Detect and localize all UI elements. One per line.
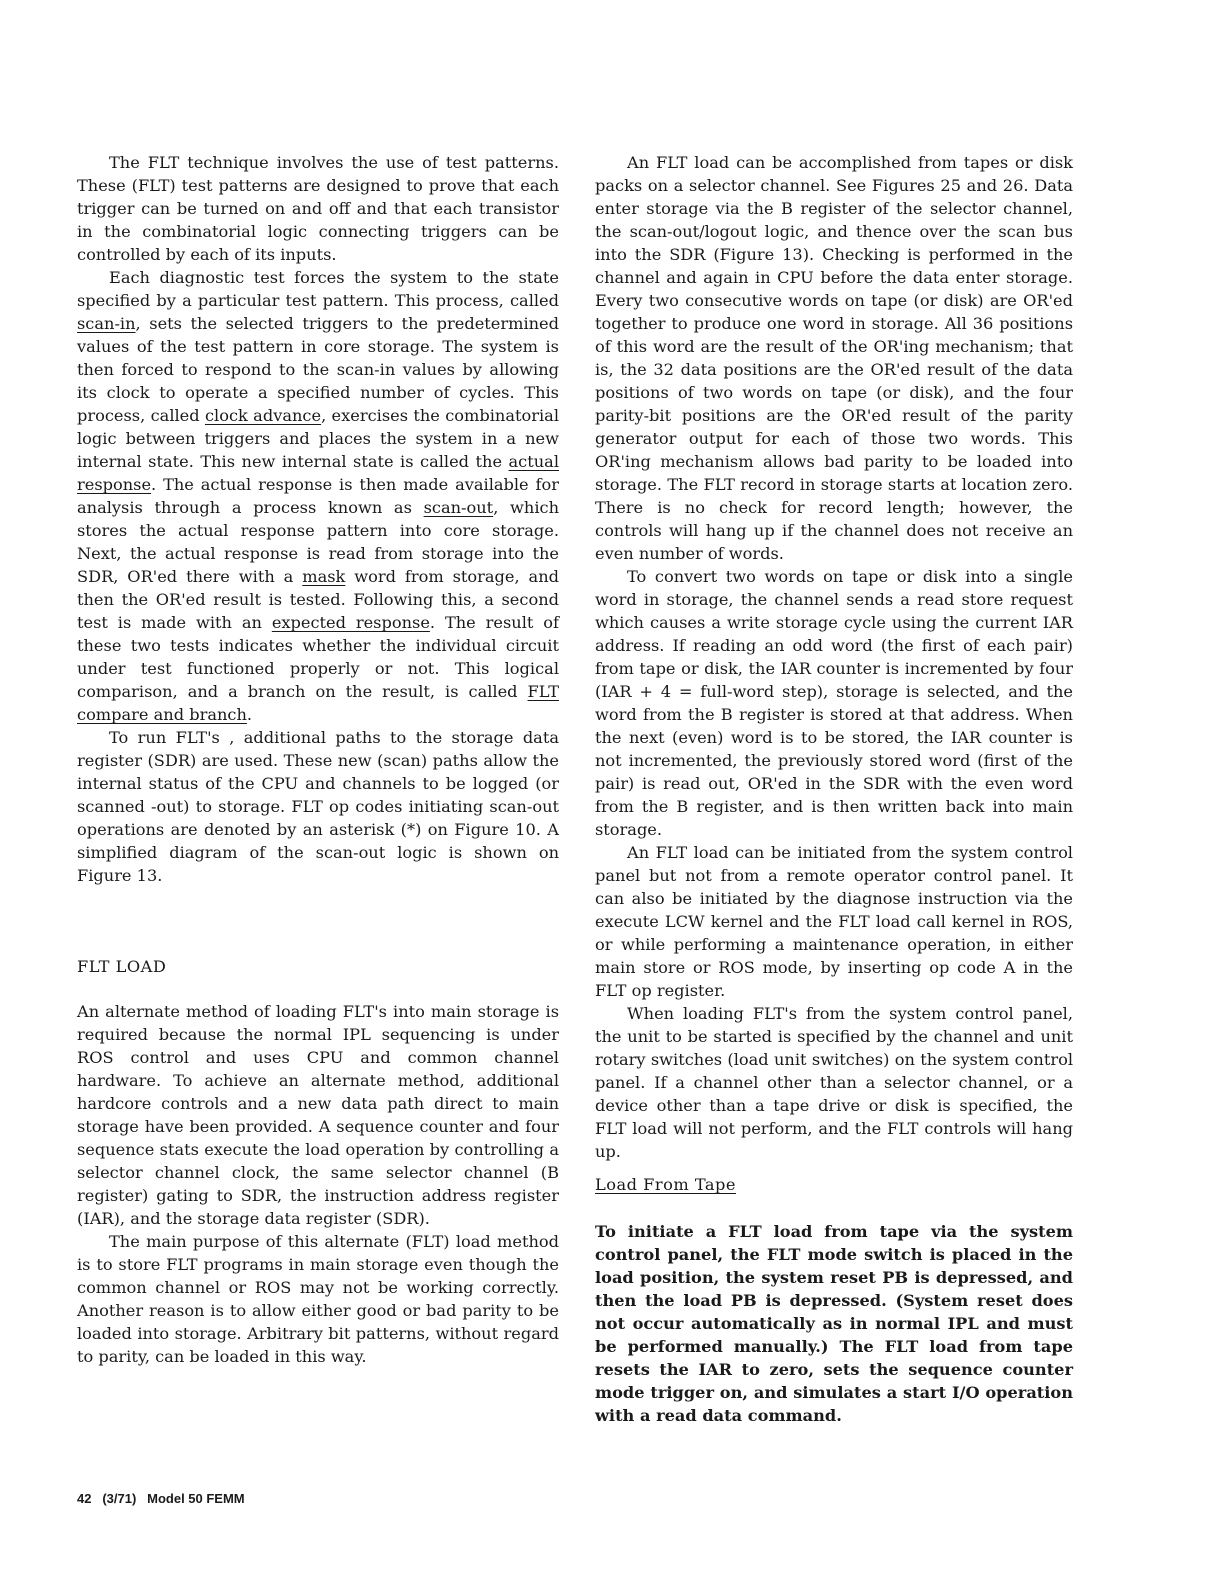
page-number: 42 bbox=[77, 1491, 92, 1506]
term-mask: mask bbox=[302, 567, 346, 586]
paragraph-flt-load-tapes: An FLT load can be accomplished from tapes or disk packs on a selector channel. See Figures 25 and 26. Data enter storage via the B register of the selector channel, the scan-out/logout logic, and thence over the scan bus into the SDR (Figure 13). Checking is performed in the channel and again in CPU before the data enter storage. Every two consecutive words on tape (or disk) are OR'ed together to produce one word in storage. All 36 positions of this word are the result of the OR'ing mechanism; that is, the 32 data positions are the OR'ed result of the data positions of two words on tape (or disk), and the four parity-bit positions are the OR'ed result of the parity generator output for each of those two words. This OR'ing mechanism allows bad parity to be loaded into storage. The FLT record in storage starts at location zero. There is no check for record length; however, the controls will hang up if the channel does not receive an even number of words. bbox=[595, 153, 1073, 563]
paragraph-alternate-method: An alternate method of loading FLT's into main storage is required because the normal IPL sequencing is under ROS control and uses CPU and common channel hardware. To achieve an alternate method, additional hardcore controls and a new data path direct to main storage have been provided. A sequence counter and four sequence stats execute the load operation by controlling a selector channel clock, the same selector channel (B register) gating to SDR, the instruction address register (IAR), and the storage data register (SDR). bbox=[77, 1002, 559, 1228]
term-clock-advance: clock advance bbox=[204, 406, 322, 425]
right-column bbox=[595, 151, 1073, 1427]
term-expected-response: expected response bbox=[271, 613, 430, 632]
paragraph-run-flts: To run FLT's , additional paths to the storage data register (SDR) are used. These new (scan) paths allow the internal status of the CPU and channels to be logged (or scanned -out) to storage. FLT op codes initiating scan-out operations are denoted by an asterisk (*) on Figure 10. A simplified diagram of the scan-out logic is shown on Figure 13. bbox=[77, 728, 559, 885]
paragraph-main-purpose: The main purpose of this alternate (FLT) load method is to store FLT programs in main storage even though the common channel or ROS may not be working correctly. Another reason is to allow either good or bad parity to be loaded into storage. Arbitrary bit patterns, without regard to parity, can be loaded in this way. bbox=[77, 1232, 559, 1366]
revision-date: (3/71) bbox=[102, 1491, 137, 1506]
left-column bbox=[77, 151, 559, 1368]
paragraph-diagnostic-test: Each diagnostic test forces the system to the state specified by a particular test pattern. This process, called scan-in, sets the selected triggers to the predetermined values of the test pattern in core storage. The system is then forced to respond to the scan-in values by allowing its clock to operate a specified number of cycles. This process, called clock advance, exercises the combinatorial logic between triggers and places the system in a new internal state. This new internal state is called the actual response. The actual response is then made available for analysis through a process known as scan-out, which stores the actual response pattern into core storage. Next, the actual response is read from storage into the SDR, OR'ed there with a mask word from storage, and then the OR'ed result is tested. Following this, a second test is made with an expected response. The result of these two tests indicates whether the individual circuit under test functioned properly or not. This logical comparison, and a branch on the result, is called FLT compare and branch. bbox=[77, 268, 560, 724]
paragraph-flt-technique: The FLT technique involves the use of test patterns. These (FLT) test patterns are designed to prove that each trigger can be turned on and off and that each transistor in the combinatorial logic connecting triggers can be controlled by each of its inputs. bbox=[77, 153, 559, 264]
term-scan-in: scan-in bbox=[77, 314, 136, 333]
paragraph-initiate-panel: An FLT load can be initiated from the system control panel but not from a remote operator control panel. It can also be initiated by the diagnose instruction via the execute LCW kernel and the FLT load call kernel in ROS, or while performing a maintenance operation, in either main store or ROS mode, by inserting op code A in the FLT op register. bbox=[595, 843, 1073, 1000]
paragraph-convert-words: To convert two words on tape or disk into a single word in storage, the channel sends a read store request which causes a write storage cycle using the current IAR address. If reading an odd word (the first of each pair) from tape or disk, the IAR counter is incremented by four (IAR + 4 = full-word step), storage is selected, and the word from the B register is stored at that address. When the next (even) word is to be stored, the IAR counter is not incremented, the previously stored word (first of the pair) is read out, OR'ed in the SDR with the even word from the B register, and is then written back into main storage. bbox=[595, 567, 1073, 839]
term-scan-out: scan-out bbox=[423, 498, 494, 517]
page-footer bbox=[77, 1491, 245, 1506]
paragraph-loading-from-panel: When loading FLT's from the system control panel, the unit to be started is specified by the channel and unit rotary switches (load unit switches) on the system control panel. If a channel other than a selector channel, or a device other than a tape drive or disk is specified, the FLT load will not perform, and the FLT controls will hang up. bbox=[595, 1004, 1073, 1161]
manual-title: Model 50 FEMM bbox=[147, 1491, 245, 1506]
section-heading-flt-load: FLT LOAD bbox=[77, 957, 167, 976]
term-flt-compare-and-branch: FLT compare and branch bbox=[77, 682, 559, 724]
section-heading-load-from-tape: Load From Tape bbox=[595, 1175, 736, 1194]
term-actual-response: actual response bbox=[77, 452, 559, 494]
paragraph-initiate-from-tape: To initiate a FLT load from tape via the system control panel, the FLT mode switch is placed in the load position, the system reset PB is depressed, and then the load PB is depressed. (System reset does not occur automatically as in normal IPL and must be performed manually.) The FLT load from tape resets the IAR to zero, sets the sequence counter mode trigger on, and simulates a start I/O operation with a read data command. bbox=[595, 1222, 1073, 1425]
